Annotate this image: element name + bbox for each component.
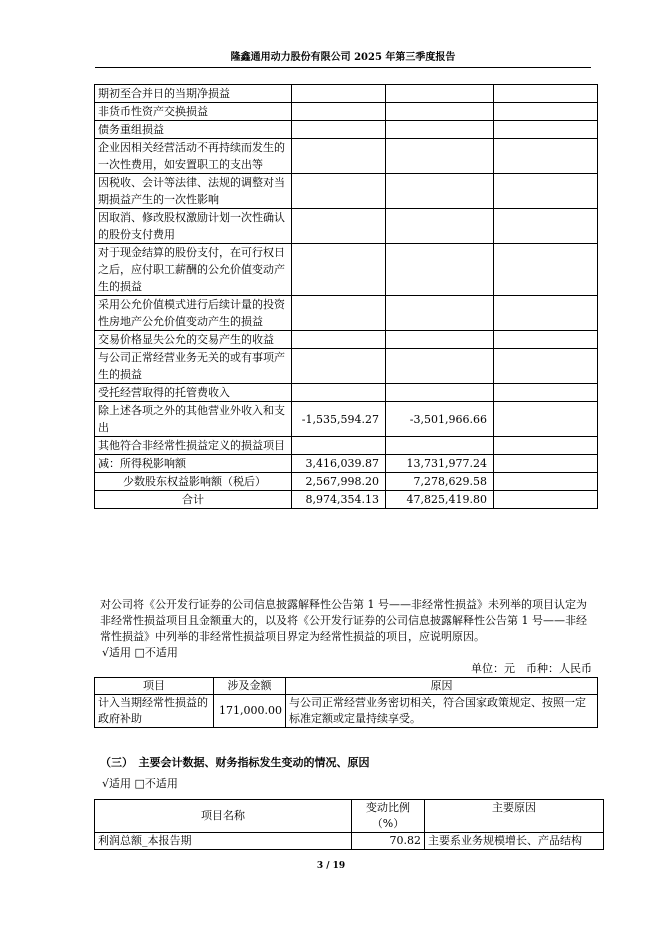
- applicability-check-2: √适用 □不适用: [102, 777, 178, 790]
- row-note: [494, 331, 598, 349]
- recurring-reclass-table: [94, 677, 598, 728]
- table-row: [95, 244, 598, 296]
- row-note: [494, 209, 598, 244]
- row-note: [494, 103, 598, 121]
- header-change-ratio: 变动比例（%）: [352, 800, 425, 833]
- row-reason: 主要系业务规模增长、产品结构: [425, 833, 604, 850]
- row-prior-amount: [386, 437, 494, 455]
- row-amount: [292, 349, 386, 384]
- row-prior-amount: [386, 139, 494, 174]
- row-note: [494, 244, 598, 296]
- row-note: [494, 384, 598, 402]
- row-item: 企业因相关经营活动不再持续而发生的一次性费用，如安置职工的支出等: [95, 139, 292, 174]
- row-amount: [292, 121, 386, 139]
- row-item: 与公司正常经营业务无关的或有事项产生的损益: [95, 349, 292, 384]
- row-item: 交易价格显失公允的交易产生的收益: [95, 331, 292, 349]
- applicability-check-1: √适用 □不适用: [102, 646, 178, 659]
- table-row: [95, 85, 598, 103]
- table-row: [95, 833, 604, 850]
- row-item: 期初至合并日的当期净损益: [95, 85, 292, 103]
- table-row: [95, 437, 598, 455]
- row-amount: [292, 296, 386, 331]
- row-prior-amount: [386, 296, 494, 331]
- row-item: 计入当期经常性损益的政府补助: [95, 695, 214, 728]
- row-prior-amount: [386, 121, 494, 139]
- table-row: [95, 349, 598, 384]
- row-note: [494, 491, 598, 509]
- row-note: [494, 121, 598, 139]
- row-amount: [292, 139, 386, 174]
- row-amount: 8,974,354.13: [292, 491, 386, 509]
- row-note: [494, 296, 598, 331]
- table-row: [95, 174, 598, 209]
- row-item: 债务重组损益: [95, 121, 292, 139]
- row-item: 除上述各项之外的其他营业外收入和支出: [95, 402, 292, 437]
- row-prior-amount: 7,278,629.58: [386, 473, 494, 491]
- row-prior-amount: [386, 384, 494, 402]
- row-prior-amount: 47,825,419.80: [386, 491, 494, 509]
- row-note: [494, 402, 598, 437]
- table-row: [95, 331, 598, 349]
- row-amount: -1,535,594.27: [292, 402, 386, 437]
- row-note: [494, 85, 598, 103]
- row-prior-amount: [386, 209, 494, 244]
- row-note: [494, 174, 598, 209]
- row-amount: [292, 437, 386, 455]
- row-reason: 与公司正常经营业务密切相关，符合国家政策规定、按照一定标准定额或定量持续享受。: [286, 695, 598, 728]
- table-row: [95, 121, 598, 139]
- row-amount: [292, 244, 386, 296]
- row-item: 非货币性资产交换损益: [95, 103, 292, 121]
- row-prior-amount: [386, 174, 494, 209]
- row-note: [494, 473, 598, 491]
- row-note: [494, 349, 598, 384]
- row-amount: [292, 85, 386, 103]
- header-amount: 涉及金额: [214, 678, 286, 695]
- row-prior-amount: [386, 349, 494, 384]
- row-note: [494, 437, 598, 455]
- row-amount: 2,567,998.20: [292, 473, 386, 491]
- row-amount: [292, 331, 386, 349]
- table-row: [95, 491, 598, 509]
- row-prior-amount: [386, 244, 494, 296]
- row-amount: [292, 103, 386, 121]
- row-amount: 3,416,039.87: [292, 455, 386, 473]
- row-prior-amount: [386, 85, 494, 103]
- row-prior-amount: 13,731,977.24: [386, 455, 494, 473]
- header-item: 项目: [95, 678, 214, 695]
- table-row: [95, 455, 598, 473]
- row-prior-amount: -3,501,966.66: [386, 402, 494, 437]
- row-item: 其他符合非经常性损益定义的损益项目: [95, 437, 292, 455]
- row-amount: [292, 209, 386, 244]
- key-changes-table: [94, 799, 604, 850]
- row-note: [494, 139, 598, 174]
- section-title: （三） 主要会计数据、财务指标发生变动的情况、原因: [100, 756, 370, 769]
- row-item: 受托经营取得的托管费收入: [95, 384, 292, 402]
- table-row: [95, 209, 598, 244]
- row-item: 少数股东权益影响额（税后）: [95, 473, 292, 491]
- row-amount: [292, 174, 386, 209]
- row-amount: [292, 384, 386, 402]
- row-ratio: 70.82: [352, 833, 425, 850]
- table-row: [95, 402, 598, 437]
- unit-currency-label: 单位：元 币种：人民币: [471, 662, 592, 675]
- row-item: 减：所得税影响额: [95, 455, 292, 473]
- table-row: [95, 473, 598, 491]
- row-prior-amount: [386, 331, 494, 349]
- row-item: 因取消、修改股权激励计划一次性确认的股份支付费用: [95, 209, 292, 244]
- table-header-row: [95, 678, 598, 695]
- non-recurring-gains-table: [94, 84, 598, 509]
- table-row: [95, 139, 598, 174]
- row-item: 采用公允价值模式进行后续计量的投资性房地产公允价值变动产生的损益: [95, 296, 292, 331]
- page-number: 3 / 19: [316, 861, 346, 871]
- header-reason: 原因: [286, 678, 598, 695]
- row-item: 对于现金结算的股份支付，在可行权日之后，应付职工薪酬的公允价值变动产生的损益: [95, 244, 292, 296]
- row-prior-amount: [386, 103, 494, 121]
- explanation-note: 对公司将《公开发行证券的公司信息披露解释性公告第 1 号——非经常性损益》未列举的项目认定为非经常性损益项目且金额重大的，以及将《公开发行证券的公司信息披露解释性公告第 1 号——非经常性损益》中列举的非经常性损益项目界定为经常性损益的项目，应说明原因。: [100, 598, 587, 643]
- header-item-name: 项目名称: [95, 800, 352, 833]
- row-item: 利润总额_本报告期: [95, 833, 352, 850]
- row-amount: 171,000.00: [214, 695, 286, 728]
- table-row: [95, 296, 598, 331]
- table-row: [95, 695, 598, 728]
- table-header-row: [95, 800, 604, 833]
- table-row: [95, 384, 598, 402]
- row-item: 因税收、会计等法律、法规的调整对当期损益产生的一次性影响: [95, 174, 292, 209]
- row-item: 合计: [95, 491, 292, 509]
- header-main-reason: 主要原因: [425, 800, 604, 833]
- row-note: [494, 455, 598, 473]
- report-header: 隆鑫通用动力股份有限公司 2025 年第三季度报告: [95, 48, 591, 68]
- table-row: [95, 103, 598, 121]
